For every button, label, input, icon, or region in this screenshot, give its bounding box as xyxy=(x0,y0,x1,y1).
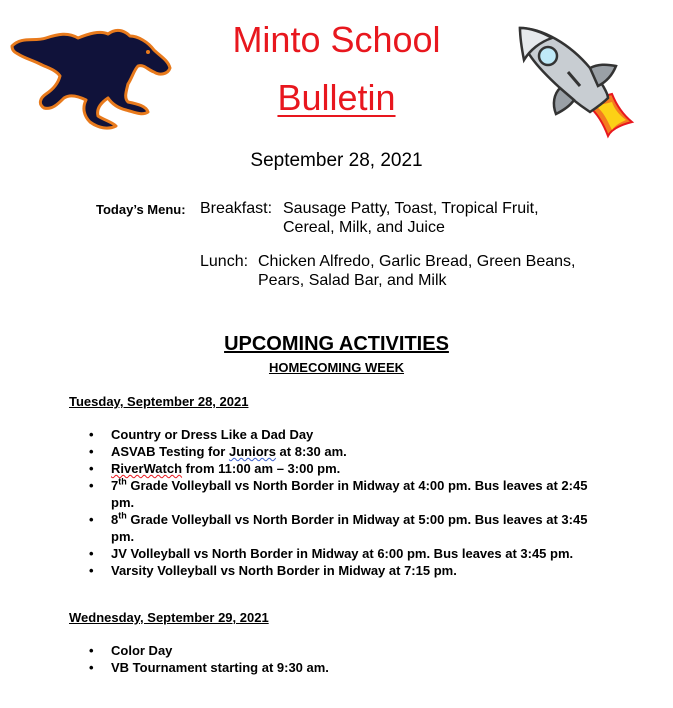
bulletin-date: September 28, 2021 xyxy=(250,150,423,171)
upcoming-activities-heading: UPCOMING ACTIVITIES xyxy=(224,333,449,355)
day-heading-wednesday: Wednesday, September 29, 2021 xyxy=(69,610,269,625)
list-item: • JV Volleyball vs North Border in Midway at 6:00 pm. Bus leaves at 3:45 pm. xyxy=(89,546,574,561)
lunch-label: Lunch: xyxy=(200,253,249,270)
lunch-line2: Pears, Salad Bar, and Milk xyxy=(258,272,447,289)
breakfast-line2: Cereal, Milk, and Juice xyxy=(283,219,445,236)
lunch-line1: Chicken Alfredo, Garlic Bread, Green Beans, xyxy=(258,253,576,270)
list-item: • Color Day xyxy=(89,643,173,658)
list-item: • 7th Grade Volleyball vs North Border in Midway at 4:00 pm. Bus leaves at 2:45 pm. xyxy=(89,476,588,510)
wednesday-activity-list xyxy=(86,642,606,676)
breakfast-line1: Sausage Patty, Toast, Tropical Fruit, xyxy=(283,200,539,217)
day-heading-tuesday: Tuesday, September 28, 2021 xyxy=(69,394,249,409)
breakfast-label: Breakfast: xyxy=(200,200,273,217)
homecoming-week-heading: HOMECOMING WEEK xyxy=(268,360,405,375)
list-item: • Country or Dress Like a Dad Day xyxy=(89,427,314,442)
list-item: • RiverWatch from 11:00 am – 3:00 pm. xyxy=(89,461,341,476)
bulletin-title-line1: Minto School xyxy=(232,19,441,60)
tuesday-activity-list xyxy=(86,426,606,579)
list-item: • 8th Grade Volleyball vs North Border in Midway at 5:00 pm. Bus leaves at 3:45 pm. xyxy=(89,510,588,544)
list-item: • Varsity Volleyball vs North Border in Midway at 7:15 pm. xyxy=(89,563,457,578)
list-item: • VB Tournament starting at 9:30 am. xyxy=(89,660,329,675)
menu-label: Today’s Menu: xyxy=(96,202,186,217)
bulletin-title-line2: Bulletin xyxy=(277,77,396,118)
list-item: • ASVAB Testing for Juniors at 8:30 am. xyxy=(89,444,347,459)
